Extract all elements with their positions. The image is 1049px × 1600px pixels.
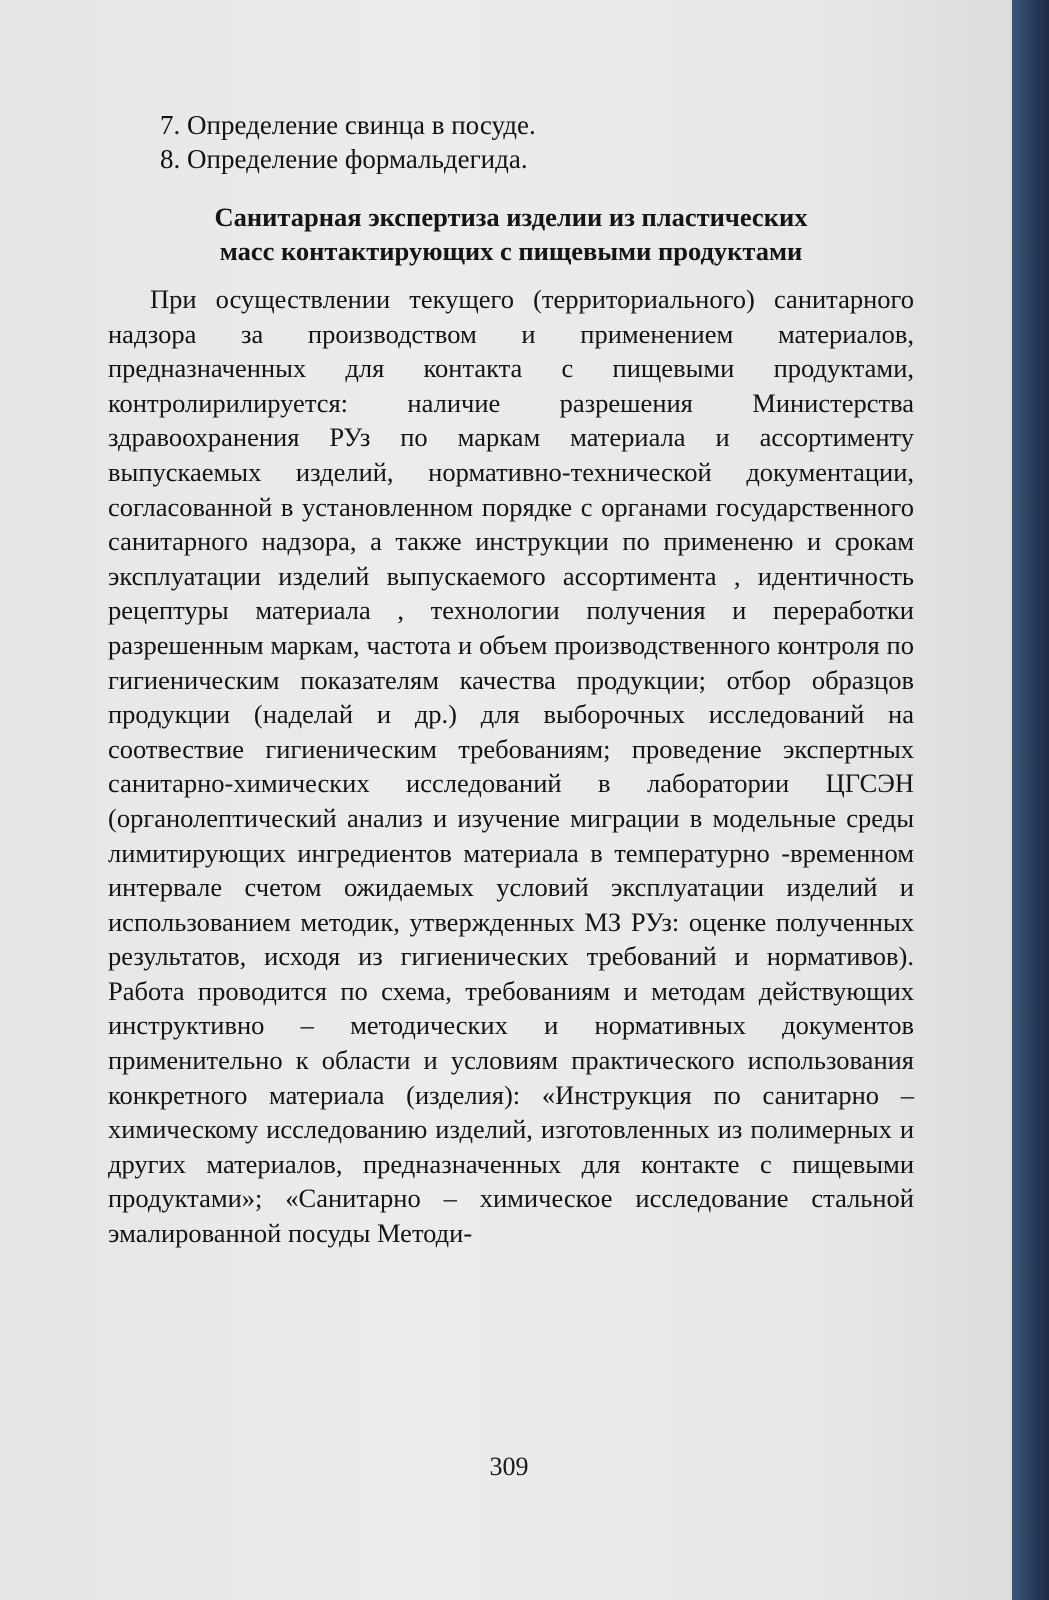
section-heading-line-1: Санитарная экспертиза изделии из пластических — [214, 202, 808, 232]
section-heading-line-2: масс контактирующих с пищевыми продуктами — [219, 236, 803, 266]
page-content — [108, 108, 914, 1251]
numbered-list — [160, 108, 914, 176]
section-heading — [108, 200, 914, 268]
book-cover-edge — [1012, 0, 1049, 1600]
body-paragraph: При осуществлении текущего (территориального) санитарного надзора за производством и применением материалов, предназначенных для контакта с пищевыми продуктами, контролирилируется: наличие разрешения Министерства здравоохранения РУз по маркам материала и ассортименту выпускаемых изделий, нормативно-технической документации, согласованной в установленном порядке с органами государственного санитарного надзора, а также инструкции по примененю и срокам эксплуатации изделий выпускаемого ассортимента , идентичность рецептуры материала , технологии получения и переработки разрешенным маркам, частота и объем производственного контроля по гигиеническим показателям качества продукции; отбор образцов продукции (наделай и др.) для выборочных исследований на соотвествие гигиеническим требованиям; проведение экспертных санитарно-химических исследований в лаборатории ЦГСЭН (органолептический анализ и изучение миграции в модельные среды лимитирующих ингредиентов материала в температурно -временном интервале счетом ожидаемых условий эксплуатации изделий и использованием методик, утвержденных МЗ РУз: оценке полученных результатов, исходя из гигиенических требований и нормативов). Работа проводится по схема, требованиям и методам действующих инструктивно – методических и нормативных документов применительно к области и условиям практического использования конкретного материала (изделия): «Инструкция по санитарно – химическому исследованию изделий, изготовленных из полимерных и других материалов, предназначенных для контакте с пищевыми продуктами»; «Санитарно – химическое исследование стальной эмалированной посуды Методи- — [108, 284, 914, 1249]
list-item: 7. Определение свинца в посуде. — [160, 110, 536, 140]
list-item: 8. Определение формальдегида. — [160, 144, 528, 174]
page-number: 309 — [489, 1452, 529, 1481]
